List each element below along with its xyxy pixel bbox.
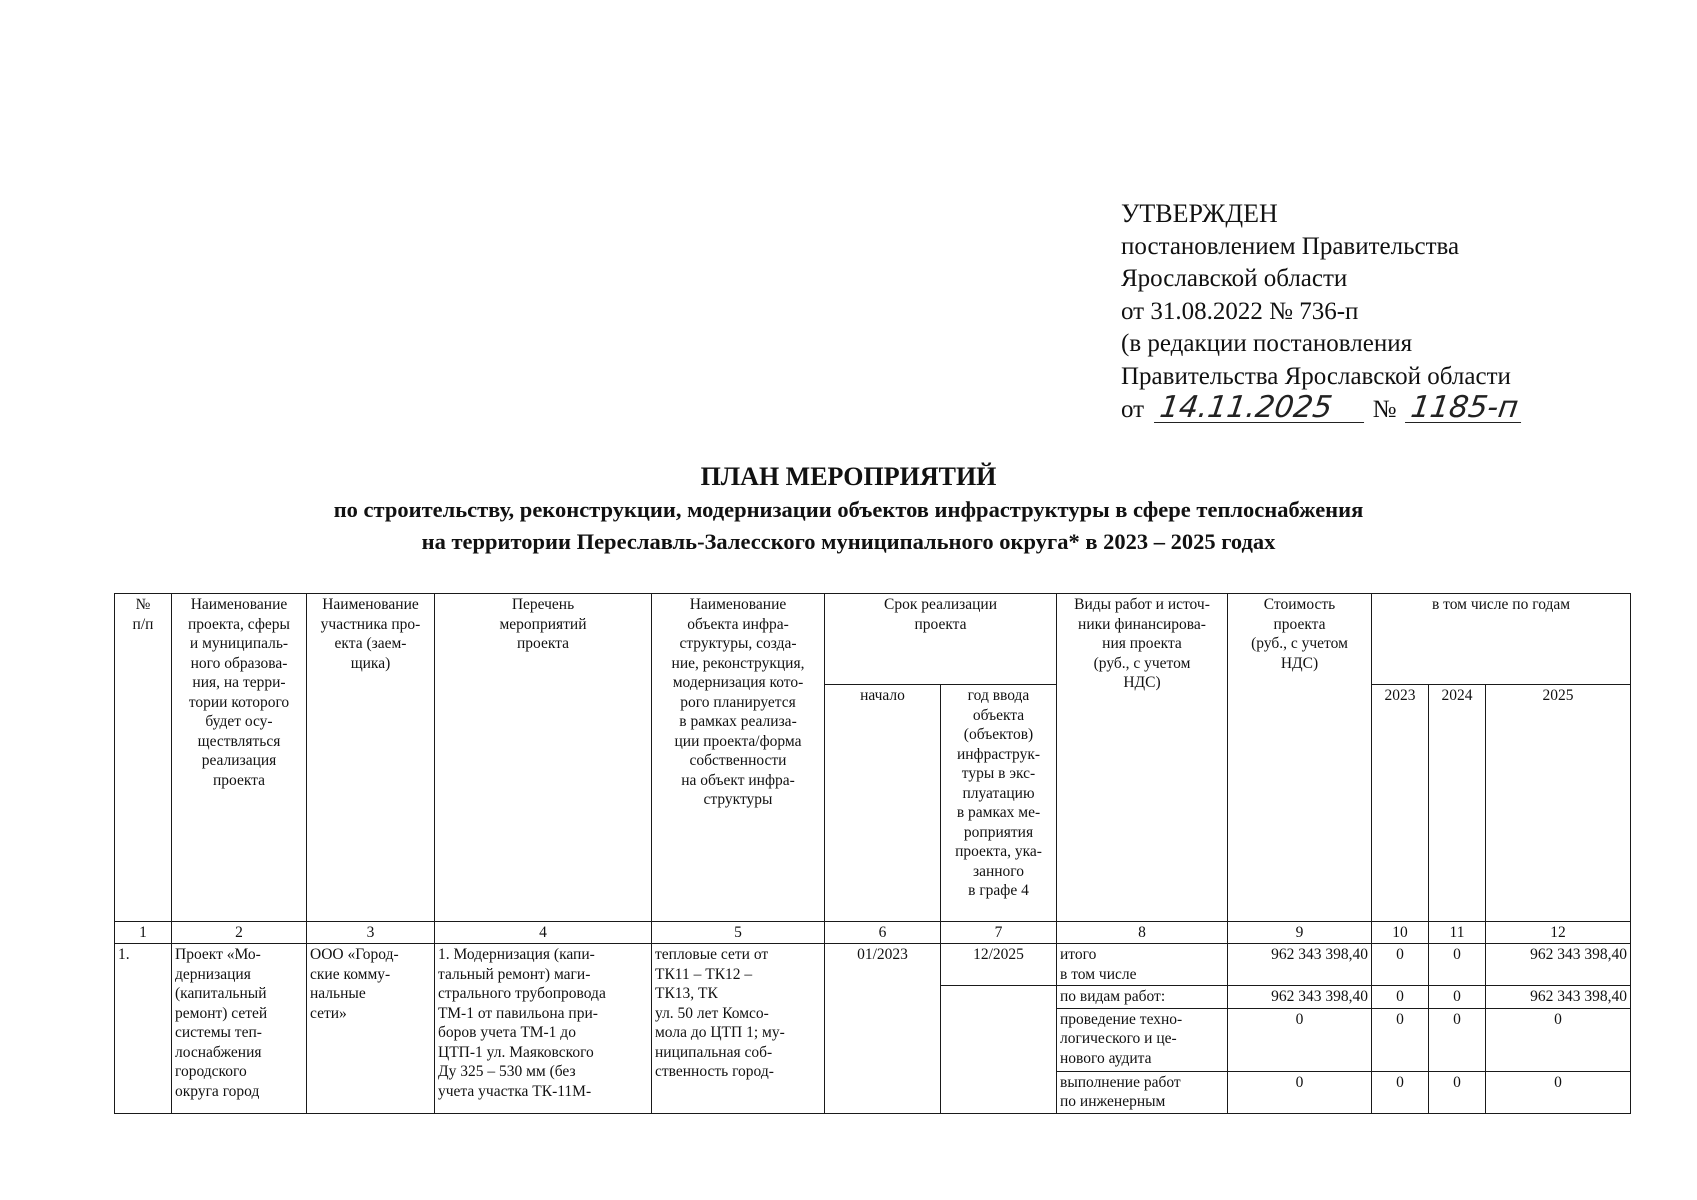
column-number: 7 xyxy=(941,922,1057,944)
measures-table xyxy=(114,593,1631,1114)
approval-line: от 31.08.2022 № 736-п xyxy=(1121,297,1359,325)
document-title: ПЛАН МЕРОПРИЯТИЙ xyxy=(700,462,997,491)
row-object: тепловые сети от ТК11 – ТК12 – ТК13, ТК ул. 50 лет Комсо- мола до ЦТП 1; му- ниципальная соб- ственность город- xyxy=(652,944,825,1114)
header-year-2024: 2024 xyxy=(1429,685,1486,922)
row-sub-2023: 0 xyxy=(1372,944,1429,986)
row-sub-2024: 0 xyxy=(1429,1008,1486,1071)
column-number: 5 xyxy=(652,922,825,944)
row-sub-2025: 0 xyxy=(1486,1008,1631,1071)
row-end-empty xyxy=(941,986,1057,1114)
column-number: 11 xyxy=(1429,922,1486,944)
column-numbers-row xyxy=(115,922,1631,944)
row-sub-2025: 0 xyxy=(1486,1071,1631,1113)
row-sub-2025: 962 343 398,40 xyxy=(1486,944,1631,986)
document-subtitle: по строительству, реконструкции, модернизации объектов инфраструктуры в сфере теплоснабжения xyxy=(333,497,1364,522)
row-sub-label: по видам работ: xyxy=(1057,986,1228,1009)
number-sign: № xyxy=(1372,395,1397,423)
header-year-2023: 2023 xyxy=(1372,685,1429,922)
approval-line: Правительства Ярославской области xyxy=(1121,362,1511,390)
from-prefix: от xyxy=(1121,395,1145,423)
row-end: 12/2025 xyxy=(941,944,1057,986)
row-sub-cost: 0 xyxy=(1228,1008,1372,1071)
row-sub-label: выполнение работ по инженерным xyxy=(1057,1071,1228,1113)
header-participant: Наименование участника про- екта (заем- щика) xyxy=(307,594,435,922)
column-number: 6 xyxy=(825,922,941,944)
column-number: 4 xyxy=(435,922,652,944)
header-num: № п/п xyxy=(115,594,172,922)
table-row xyxy=(115,944,1631,986)
amendment-reference xyxy=(1121,389,1523,427)
header-by-years: в том числе по годам xyxy=(1372,594,1631,685)
header-measures: Перечень мероприятий проекта xyxy=(435,594,652,922)
handwritten-date: 14.11.2025 xyxy=(1154,394,1368,423)
row-sub-2024: 0 xyxy=(1429,944,1486,986)
header-row xyxy=(115,594,1631,685)
column-number: 8 xyxy=(1057,922,1228,944)
row-sub-label: итого в том числе xyxy=(1057,944,1228,986)
column-number: 1 xyxy=(115,922,172,944)
column-number: 3 xyxy=(307,922,435,944)
row-sub-2024: 0 xyxy=(1429,1071,1486,1113)
column-number: 2 xyxy=(172,922,307,944)
approval-heading: УТВЕРЖДЕН xyxy=(1121,199,1278,228)
header-year-2025: 2025 xyxy=(1486,685,1631,922)
approval-line: (в редакции постановления xyxy=(1121,330,1413,358)
row-sub-2023: 0 xyxy=(1372,986,1429,1009)
row-sub-cost: 0 xyxy=(1228,1071,1372,1113)
header-start: начало xyxy=(825,685,941,922)
row-sub-2023: 0 xyxy=(1372,1008,1429,1071)
row-sub-2024: 0 xyxy=(1429,986,1486,1009)
row-sub-2025: 962 343 398,40 xyxy=(1486,986,1631,1009)
row-number: 1. xyxy=(115,944,172,1114)
header-cost: Стоимость проекта (руб., с учетом НДС) xyxy=(1228,594,1372,922)
header-project: Наименование проекта, сферы и муниципаль- ного образова- ния, на терри- тории которого будет осу- ществляться реализация проекта xyxy=(172,594,307,922)
column-number: 10 xyxy=(1372,922,1429,944)
handwritten-number: 1185-п xyxy=(1405,394,1525,423)
header-work-types: Виды работ и источ- ники финансирова- ния проекта (руб., с учетом НДС) xyxy=(1057,594,1228,922)
approval-line: Ярославской области xyxy=(1121,265,1348,293)
row-sub-cost: 962 343 398,40 xyxy=(1228,986,1372,1009)
row-sub-cost: 962 343 398,40 xyxy=(1228,944,1372,986)
document-subtitle-2: на территории Переславль-Залесского муниципального округа* в 2023 – 2025 годах xyxy=(421,529,1276,554)
approval-stamp xyxy=(1121,198,1523,426)
row-participant: ООО «Город- ские комму- нальные сети» xyxy=(307,944,435,1114)
row-start: 01/2023 xyxy=(825,944,941,1114)
row-sub-label: проведение техно- логического и це- нового аудита xyxy=(1057,1008,1228,1071)
header-object: Наименование объекта инфра- структуры, созда- ние, реконструкция, модернизация кото- рого планируется в рамках реализа- ции проекта/форма собственности на объект инфра- структуры xyxy=(652,594,825,922)
column-number: 9 xyxy=(1228,922,1372,944)
header-period: Срок реализации проекта xyxy=(825,594,1057,685)
row-sub-2023: 0 xyxy=(1372,1071,1429,1113)
row-project: Проект «Мо- дернизация (капитальный ремонт) сетей системы теп- лоснабжения городского округа город xyxy=(172,944,307,1114)
approval-line: постановлением Правительства xyxy=(1121,232,1460,260)
row-measures: 1. Модернизация (капи- тальный ремонт) маги- стрального трубопровода ТМ-1 от павильона при- боров учета ТМ-1 до ЦТП-1 ул. Маяковского Ду 325 – 530 мм (без учета участка ТК-11М- xyxy=(435,944,652,1114)
header-commission-year: год ввода объекта (объектов) инфраструк- туры в экс- плуатацию в рамках ме- роприятия проекта, ука- занного в графе 4 xyxy=(941,685,1057,922)
column-number: 12 xyxy=(1486,922,1631,944)
